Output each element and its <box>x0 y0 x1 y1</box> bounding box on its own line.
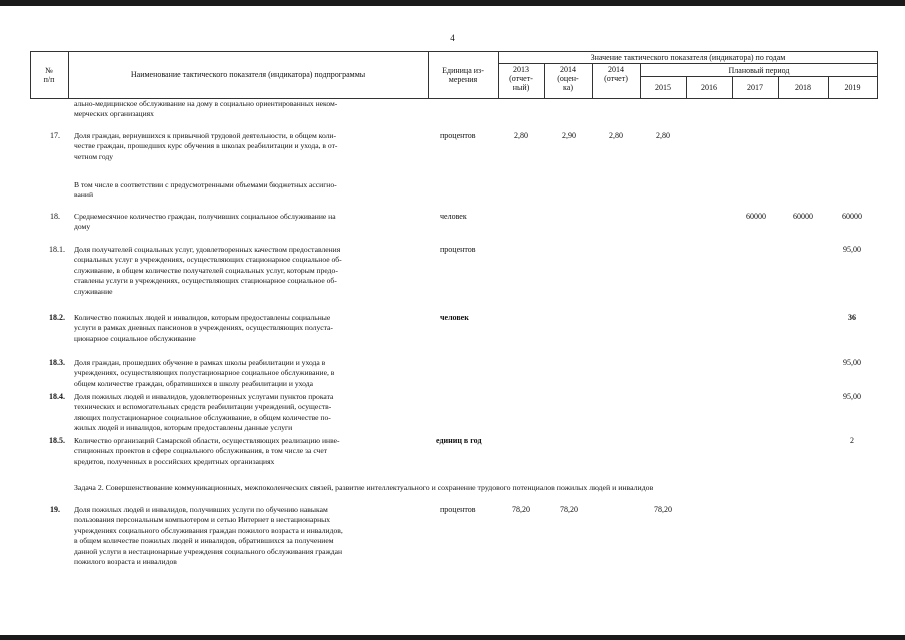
header-year-2019: 2019 <box>844 83 861 92</box>
value-2017: 60000 <box>746 212 766 221</box>
value-2018: 60000 <box>793 212 813 221</box>
row-name: Доля граждан, вернувшихся к привычной трудовой деятельности, в общем коли- честве граждан, прошедших курс обучения в школах реабилитации и ухода, в от- четном году <box>74 131 338 161</box>
row-name: Доля получателей социальных услуг, удовлетворенных качеством предоставления социальных услуг в учреждениях, осуществляющих стационарное социальное об- служивание, в общем количестве получателей социальных услуг, которым предо- ставлены услуги в учреждениях, осуществляющих стационарное социальное об- служивание <box>74 245 342 296</box>
value-2019: 36 <box>848 313 856 322</box>
row-unit: человек <box>440 212 467 221</box>
header-plan-line <box>640 76 878 77</box>
header-mid-line <box>498 63 878 64</box>
value-2019: 95,00 <box>843 392 861 401</box>
header-year-2014-estimate: 2014 (оцен- ка) <box>557 65 579 92</box>
scan-edge-top <box>0 0 905 6</box>
value-2019: 60000 <box>842 212 862 221</box>
row-number: 18.2. <box>49 313 65 322</box>
header-num: № п/п <box>43 66 55 84</box>
header-plan-period: Плановый период <box>728 66 790 75</box>
value-2013: 78,20 <box>512 505 530 514</box>
value-2019: 2 <box>850 436 854 445</box>
value-2014-estimate: 78,20 <box>560 505 578 514</box>
row-name: ально-медицинское обслуживание на дому в социально ориентированных неком- мерческих организациях <box>74 99 338 119</box>
value-2019: 95,00 <box>843 358 861 367</box>
row-number: 18.5. <box>49 436 65 445</box>
value-2013: 2,80 <box>514 131 528 140</box>
row-name: В том числе в соответствии с предусмотренными объемами бюджетных ассигно- ваний <box>74 180 337 200</box>
value-2014-estimate: 2,90 <box>562 131 576 140</box>
scan-edge-bottom <box>0 635 905 640</box>
row-name: Количество организаций Самарской области, осуществляющих реализацию инве- стиционных проектов в сфере социального обслуживания, в том числе за счет кредитов, полученных в российских кредитных организациях <box>74 436 340 466</box>
header-name: Наименование тактического показателя (индикатора) подпрограммы <box>130 70 366 79</box>
row-unit: единиц в год <box>436 436 482 445</box>
row-number: 18. <box>50 212 60 221</box>
header-top-line <box>30 51 878 52</box>
row-name: Количество пожилых людей и инвалидов, которым предоставлены социальные услуги в рамках дневных пансионов в учреждениях, осуществляющих полуста- ционарное социальное обслуживание <box>74 313 333 343</box>
header-year-2017: 2017 <box>747 83 763 92</box>
header-year-2015: 2015 <box>655 83 671 92</box>
row-unit: процентов <box>440 131 476 140</box>
task-2-heading: Задача 2. Совершенствование коммуникационных, межпоколенческих связей, развитие интеллектуального и сохранение трудового потенциалов пожилых людей и инвалидов <box>74 483 654 492</box>
header-year-2013: 2013 (отчет- ный) <box>509 65 533 92</box>
header-unit: Единица из- мерения <box>442 66 484 84</box>
header-values-group: Значение тактического показателя (индикатора) по годам <box>590 53 786 62</box>
value-2015: 2,80 <box>656 131 670 140</box>
header-year-2018: 2018 <box>795 83 811 92</box>
row-number: 18.3. <box>49 358 65 367</box>
page-number: 4 <box>450 33 455 43</box>
value-2015: 78,20 <box>654 505 672 514</box>
header-year-2016: 2016 <box>701 83 717 92</box>
row-number: 19. <box>50 505 60 514</box>
row-name: Доля граждан, прошедших обучение в рамках школы реабилитации и ухода в учреждениях, осуществляющих полустационарное социальное обслуживание, в общем количестве граждан, обратившихся в школу реабилитации и ухода <box>74 358 335 388</box>
row-name: Среднемесячное количество граждан, получивших социальное обслуживание на дому <box>74 212 336 232</box>
row-unit: человек <box>440 313 469 322</box>
row-unit: процентов <box>440 245 476 254</box>
row-number: 17. <box>50 131 60 140</box>
row-unit: процентов <box>440 505 476 514</box>
row-number: 18.1. <box>49 245 65 254</box>
value-2019: 95,00 <box>843 245 861 254</box>
row-name: Доля пожилых людей и инвалидов, удовлетворенных услугами пунктов проката технических и вспомогательных средств реабилитации учреждений, осуществ- ляющих полустационарное социальное обслуживание, в общем количестве по- жилых людей и инвалидов, которым предоставлены данные услуги <box>74 392 334 433</box>
value-2014-report: 2,80 <box>609 131 623 140</box>
row-number: 18.4. <box>49 392 65 401</box>
header-year-2014-report: 2014 (отчет) <box>604 65 628 83</box>
row-name: Доля пожилых людей и инвалидов, получивших услуги по обучению навыкам пользования персональным компьютером и сетью Интернет в нестационарных учреждениях социального обслуживания граждан пожилого возраста и инвалидов, в общем количестве пожилых людей и инвалидов, обратившихся за получением данной услуги в нестационарные учреждения социального обслуживания граждан пожилого возраста и инвалидов <box>74 505 343 567</box>
